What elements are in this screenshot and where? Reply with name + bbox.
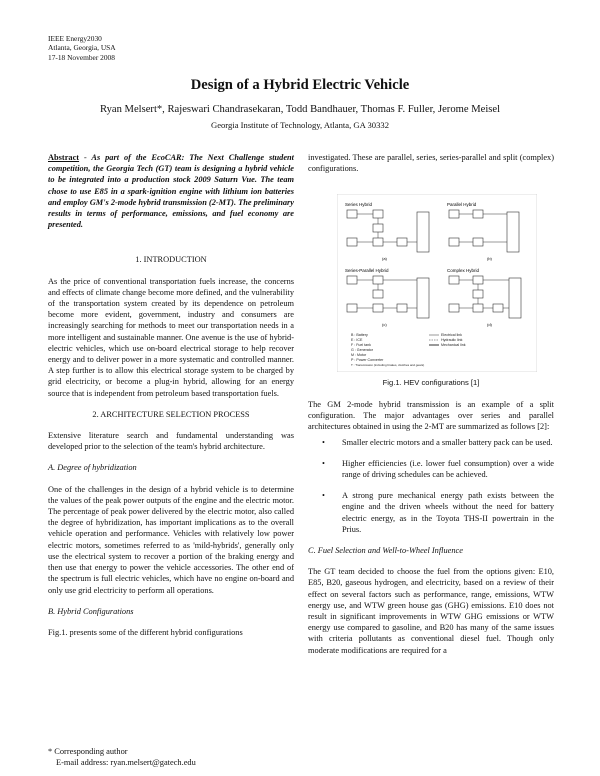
legend-entry: Mechanical link [441, 343, 466, 347]
list-item-text: Smaller electric motors and a smaller battery pack can be used. [342, 437, 553, 447]
subsection-b-paragraph: Fig.1. presents some of the different hybrid configurations [48, 627, 243, 637]
bullet-icon: • [322, 437, 325, 447]
section-heading-architecture: 2. ARCHITECTURE SELECTION PROCESS [92, 409, 250, 419]
header-line: Atlanta, Georgia, USA [48, 43, 116, 53]
subsection-heading-a: A. Degree of hybridization [48, 463, 137, 473]
introduction-paragraph: As the price of conventional transportation fuels increase, the concerns and effects of climate change become more defined, and the vulnerability of the transportation system created by its dependence on petroleum become more evident, government, industry and consumers are increasingly searching for methods to meet our transportation needs in a more intelligent and sustainable manner. One avenue is the use of hybrid-electric vehicles, which use on-board electrical storage to help recover energy and to deliver power in a more systematic and controlled manner. A step further is to allow this electrical storage system to be charged by grid electricity, or become a plug-in hybrid, allowing for an energy source that is independent from petroleum based transportation fuels. [48, 276, 294, 398]
legend-entry: Hydraulic link [441, 338, 463, 342]
configurations-paragraph: investigated. These are parallel, series, series-parallel and split (complex) configurations. [308, 153, 554, 174]
legend-entry: F : Fuel tank [351, 343, 371, 347]
subsection-c-paragraph: The GT team decided to choose the fuel from the options given: E10, E85, B20, gaseous hydrogen, and electricity, based on a review of their effect on several factors such as performance, range, emissions, WTW energy use, and WTW green house gas (GHG) emissions. E10 does not result in significant improvements in WTW GHG emissions or WTW energy use compared to gasoline, and B20 has many of the same issues with criteria pollutants as conventional diesel fuel. Though only moderate modifications are required for a [308, 567, 554, 655]
legend-entry: T : Transmission (including brakes, clutches and gears) [351, 363, 425, 367]
header-line: IEEE Energy2030 [48, 34, 102, 43]
legend-entry: P : Power Converter [351, 358, 384, 362]
abstract [48, 152, 294, 230]
section-heading-introduction: 1. INTRODUCTION [135, 255, 207, 265]
legend-entry: G : Generator [351, 348, 373, 352]
gm-paragraph: The GM 2-mode hybrid transmission is an example of a split configuration. The major advantages over series and parallel architectures obtained in using the 2-MT are summarized as follows [2]: [308, 400, 554, 432]
subsection-heading-c: C. Fuel Selection and Well-to-Wheel Influence [308, 546, 463, 556]
list-item-text: Higher efficiencies (i.e. lower fuel consumption) over a wide range of driving schedules can be achieved. [342, 458, 554, 480]
subsection-a-paragraph: One of the challenges in the design of a hybrid vehicle is to determine the values of the peak power outputs of the engine and the electric motor. The percentage of peak power delivered by the electric motor, also called the degree of hybridization, has important implications as to the overall vehicle operation and performance. Vehicles with relatively low power electric motors, sometimes referred to as 'mild-hybrids', generally only use the electrical system to recover a portion of the braking energy and then use that energy to power the vehicle accessories. The other end of the spectrum is full electric vehicles, which have no engine on-board and only use grid electricity to perform all operations. [48, 484, 294, 595]
abstract-text: - As part of the EcoCAR: The Next Challenge student competition, the Georgia Tech (GT) team is designing a hybrid vehicle to be integrated into a production stock 2009 Saturn Vue. The team chose to use E85 in a spark-ignition engine with lithium ion batteries and employ GM's 2-mode hybrid transmission (2-MT). The preliminary results in terms of performance, emissions, and fuel economy are presented. [48, 153, 294, 230]
conference-header [48, 34, 116, 62]
affiliation: Georgia Institute of Technology, Atlanta, GA 30332 [210, 120, 389, 130]
bullet-icon: • [322, 458, 325, 468]
footnote-email: E-mail address: ryan.melsert@gatech.edu [56, 758, 196, 767]
header-line: 17-18 November 2008 [48, 52, 115, 62]
figure-caption: Fig.1. HEV configurations [1] [382, 378, 480, 387]
panel-label-complex: Complex Hybrid [447, 268, 480, 273]
panel-tag-a: (a) [382, 256, 387, 261]
legend-entry: M : Motor [351, 353, 367, 357]
panel-tag-b: (b) [487, 256, 492, 261]
list-item [308, 437, 554, 448]
legend-entry: E : ICE [351, 338, 363, 342]
list-item [308, 458, 554, 480]
list-item-text: A strong pure mechanical energy path exists between the engine and the driven wheels without the need for battery electric energy, as in the Toyota THS-II powertrain in the Prius. [342, 491, 554, 534]
panel-tag-d: (d) [487, 322, 492, 327]
author-list: Ryan Melsert*, Rajeswari Chandrasekaran, Todd Bandhauer, Thomas F. Fuller, Jerome Meisel [99, 104, 501, 115]
panel-label-series-parallel: Series-Parallel Hybrid [345, 268, 389, 273]
legend-entry: Electrical link [441, 333, 462, 337]
right-column-top [308, 152, 554, 174]
panel-label-parallel: Parallel Hybrid [447, 202, 477, 207]
hev-configurations-figure [337, 194, 537, 372]
panel-tag-c: (c) [382, 322, 387, 327]
abstract-label: Abstract [48, 153, 80, 162]
footnote [48, 746, 196, 768]
bullet-icon: • [322, 491, 325, 501]
subsection-heading-b: B. Hybrid Configurations [48, 606, 134, 616]
panel-label-series: Series Hybrid [345, 202, 373, 207]
architecture-paragraph: Extensive literature search and fundamental understanding was developed prior to the selection of the team's hybrid architecture. [48, 431, 294, 452]
right-column-bottom [308, 399, 554, 656]
footnote-line: * Corresponding author [48, 747, 128, 756]
advantages-list [308, 437, 554, 535]
list-item [308, 490, 554, 535]
left-column [48, 152, 294, 638]
paper-title: Design of a Hybrid Electric Vehicle [190, 77, 410, 93]
legend-entry: B : Battery [351, 333, 368, 337]
